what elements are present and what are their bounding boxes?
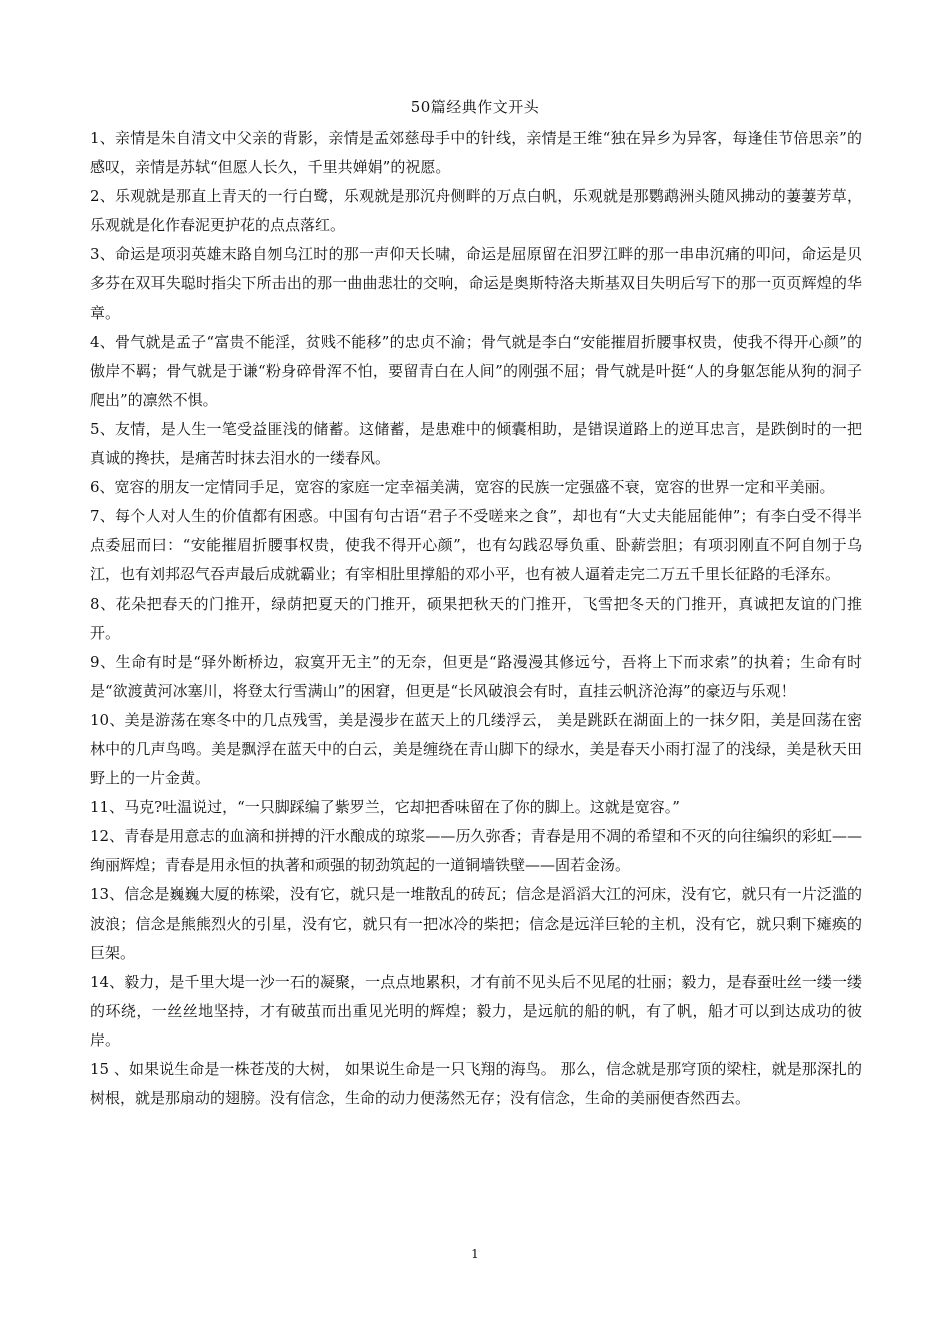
paragraph-3: 3、命运是项羽英雄末路自刎乌江时的那一声仰天长啸，命运是屈原留在汨罗江畔的那一串串沉痛的叩问，命运是贝多芬在双耳失聪时指尖下所击出的那一曲曲悲壮的交响，命运是奥斯特洛夫斯基双目失明后写下的那一页页辉煌的华章。 xyxy=(90,245,862,322)
paragraph-12: 12、青春是用意志的血滴和拼搏的汗水酿成的琼浆——历久弥香；青春是用不凋的希望和不灭的向往编织的彩虹——绚丽辉煌；青春是用永恒的执著和顽强的韧劲筑起的一道铜墙铁壁——固若金汤。 xyxy=(90,827,862,875)
paragraph-9: 9、生命有时是“驿外断桥边，寂寞开无主”的无奈，但更是“路漫漫其修远兮，吾将上下而求索”的执着；生命有时是“欲渡黄河冰塞川，将登太行雪满山”的困窘，但更是“长风破浪会有时，直挂云帆济沧海”的豪迈与乐观！ xyxy=(90,652,862,700)
page-number: 1 xyxy=(471,1247,479,1261)
paragraph-7: 7、每个人对人生的价值都有困惑。中国有句古语“君子不受嗟来之食”，却也有“大丈夫能屈能伸”；有李白受不得半点委屈而曰：“安能摧眉折腰事权贵，使我不得开心颜”，也有勾践忍辱负重、卧薪尝胆；有项羽刚直不阿自刎于乌江，也有刘邦忍气吞声最后成就霸业；有宰相肚里撑船的邓小平，也有被人逼着走完二万五千里长征路的毛泽东。 xyxy=(90,507,862,584)
paragraph-15: 15 、如果说生命是一株苍茂的大树， 如果说生命是一只飞翔的海鸟。 那么，信念就是那穹顶的梁柱，就是那深扎的树根，就是那扇动的翅膀。没有信念，生命的动力便荡然无存；没有信念，生命的美丽便杳然西去。 xyxy=(90,1060,862,1108)
document-body xyxy=(90,124,862,1113)
document-title: 50篇经典作文开头 xyxy=(410,98,540,116)
paragraph-4: 4、骨气就是孟子“富贵不能淫，贫贱不能移”的忠贞不渝；骨气就是李白“安能摧眉折腰事权贵，使我不得开心颜”的傲岸不羁；骨气就是于谦“粉身碎骨浑不怕，要留青白在人间”的刚强不屈；骨气就是叶挺“人的身躯怎能从狗的洞子爬出”的凛然不惧。 xyxy=(90,332,862,409)
paragraph-5: 5、友情，是人生一笔受益匪浅的储蓄。这储蓄，是患难中的倾囊相助，是错误道路上的逆耳忠言，是跌倒时的一把真诚的搀扶，是痛苦时抹去泪水的一缕春风。 xyxy=(90,419,862,468)
paragraph-13: 13、信念是巍巍大厦的栋梁，没有它，就只是一堆散乱的砖瓦；信念是滔滔大江的河床，没有它，就只有一片泛滥的波浪；信念是熊熊烈火的引星，没有它，就只有一把冰冷的柴把；信念是远洋巨轮的主机，没有它，就只剩下瘫痪的巨架。 xyxy=(90,885,862,962)
paragraph-11: 11、马克?吐温说过，“一只脚踩编了紫罗兰，它却把香味留在了你的脚上。这就是宽容。” xyxy=(90,798,680,817)
paragraph-1: 1、亲情是朱自清文中父亲的背影，亲情是孟郊慈母手中的针线，亲情是王维“独在异乡为异客，每逢佳节倍思亲”的感叹，亲情是苏轼“但愿人长久，千里共婵娟”的祝愿。 xyxy=(90,129,862,177)
paragraph-2: 2、乐观就是那直上青天的一行白鹭，乐观就是那沉舟侧畔的万点白帆，乐观就是那鹦鹉洲头随风拂动的萋萋芳草，乐观就是化作春泥更护花的点点落红。 xyxy=(90,187,862,235)
paragraph-14: 14、毅力，是千里大堤一沙一石的凝聚，一点点地累积，才有前不见头后不见尾的壮丽；毅力，是春蚕吐丝一缕一缕的环绕，一丝丝地坚持，才有破茧而出重见光明的辉煌；毅力，是远航的船的帆，有了帆，船才可以到达成功的彼岸。 xyxy=(90,972,862,1049)
paragraph-10: 10、美是游荡在寒冬中的几点残雪，美是漫步在蓝天上的几缕浮云， 美是跳跃在湖面上的一抹夕阳，美是回荡在密林中的几声鸟鸣。美是飘浮在蓝天中的白云，美是缠绕在青山脚下的绿水，美是春天小雨打湿了的浅绿，美是秋天田野上的一片金黄。 xyxy=(90,710,862,788)
paragraph-6: 6、宽容的朋友一定情同手足，宽容的家庭一定幸福美满，宽容的民族一定强盛不衰，宽容的世界一定和平美丽。 xyxy=(90,478,835,497)
paragraph-8: 8、花朵把春天的门推开，绿荫把夏天的门推开，硕果把秋天的门推开，飞雪把冬天的门推开，真诚把友谊的门推开。 xyxy=(90,594,862,642)
